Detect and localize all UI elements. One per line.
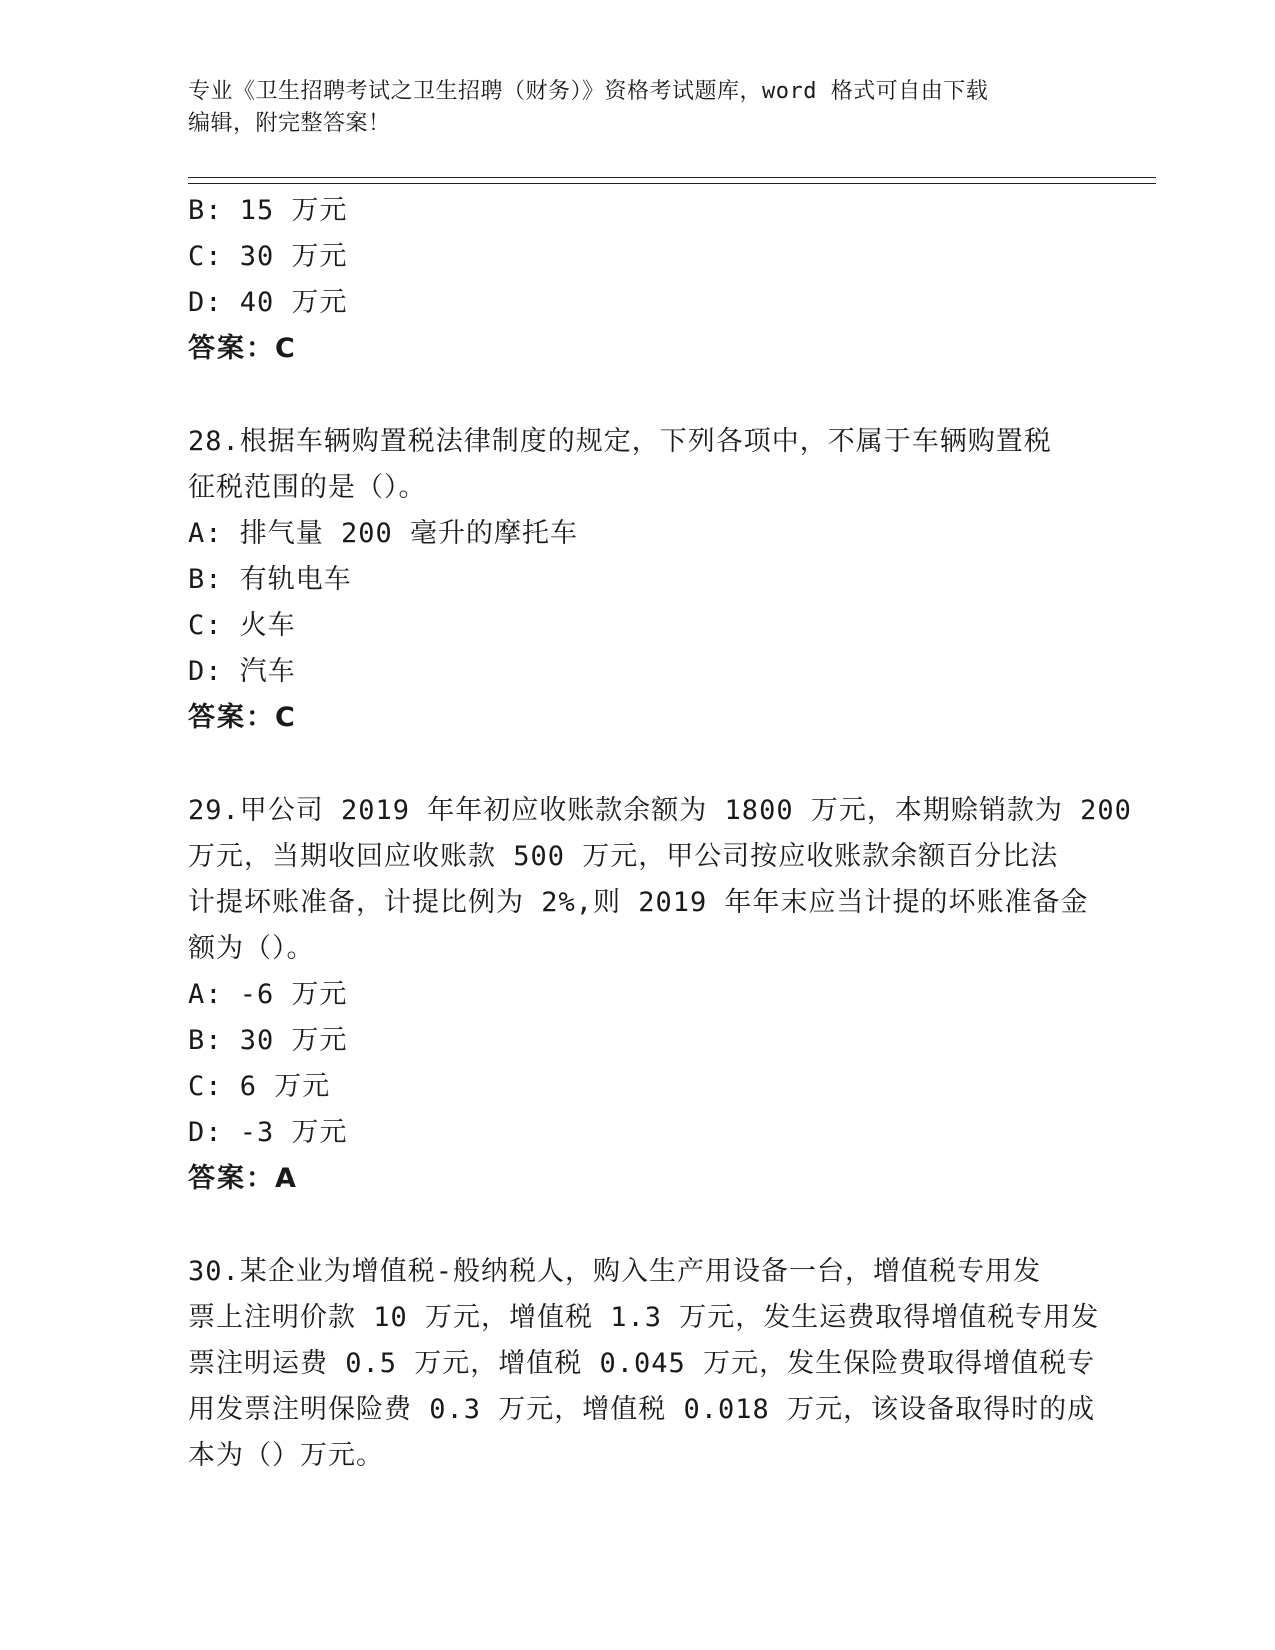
spacer [188,1202,1088,1249]
header-divider [188,183,1156,184]
spacer [188,372,1088,419]
question-stem: 额为（）。 [188,933,315,964]
question-stem: 万元，当期收回应收账款 500 万元，甲公司按应收账款余额百分比法 [188,841,1059,872]
option-c: C: 30 万元 [188,241,348,272]
question-stem: 28.根据车辆购置税法律制度的规定，下列各项中，不属于车辆购置税 [188,426,1052,457]
question-30 [188,1249,1100,1479]
question-28 [188,419,1088,741]
option-a: A: -6 万元 [188,979,348,1010]
question-stem: 计提坏账准备，计提比例为 2%,则 2019 年年末应当计提的坏账准备金 [188,887,1089,918]
option-d: D: 40 万元 [188,287,348,318]
question-stem: 票上注明价款 10 万元，增值税 1.3 万元，发生运费取得增值税专用发 [188,1302,1100,1333]
answer-line: 答案：A [188,1163,298,1194]
question-stem: 票注明运费 0.5 万元，增值税 0.045 万元，发生保险费取得增值税专 [188,1348,1096,1379]
option-b: B: 15 万元 [188,195,348,226]
header-text-line: 编辑，附完整答案！ [188,111,391,136]
question-stem: 征税范围的是（）。 [188,472,427,503]
question-29 [188,788,1132,1202]
question-stem: 本为（）万元。 [188,1440,384,1471]
spacer [188,741,1088,788]
option-c: C: 6 万元 [188,1071,331,1102]
question-content [188,188,1132,1479]
option-d: D: -3 万元 [188,1117,348,1148]
header-text-line: 专业《卫生招聘考试之卫生招聘（财务）》资格考试题库，word 格式可自由下载 [188,79,989,104]
option-b: B: 有轨电车 [188,564,352,595]
page-header [188,76,1068,140]
option-c: C: 火车 [188,610,296,641]
answer-line: 答案：C [188,702,297,733]
option-a: A: 排气量 200 毫升的摩托车 [188,518,579,549]
question-stem: 用发票注明保险费 0.3 万元，增值税 0.018 万元，该设备取得时的成 [188,1394,1096,1425]
question-stem: 29.甲公司 2019 年年初应收账款余额为 1800 万元，本期赊销款为 200 [188,795,1132,826]
option-d: D: 汽车 [188,656,296,687]
question-stem: 30.某企业为增值税-般纳税人，购入生产用设备一台，增值税专用发 [188,1256,1042,1287]
option-b: B: 30 万元 [188,1025,348,1056]
header-divider [188,177,1156,178]
answer-line: 答案：C [188,333,297,364]
question-27-tail [188,188,1088,372]
